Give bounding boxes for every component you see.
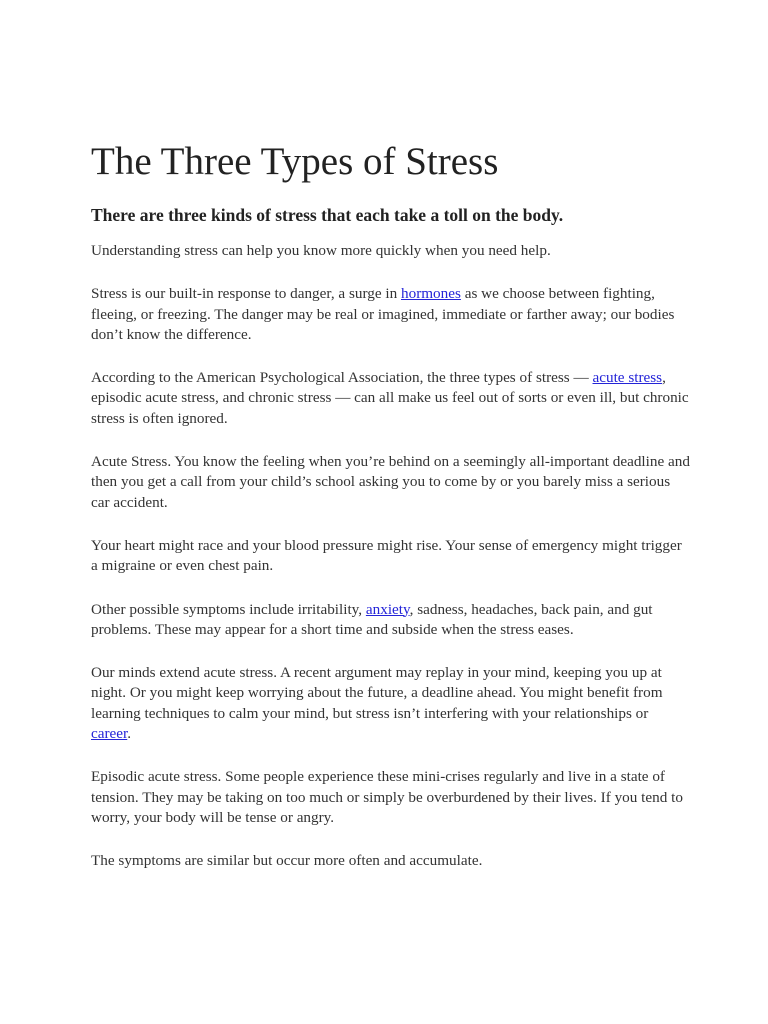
paragraph-episodic: Episodic acute stress. Some people experience these mini-crises regularly and live in a state of tension. They may be taking on too much or simply be overburdened by their lives. If you tend to worry, your body will be tense or angry. [91, 768, 683, 826]
hormones-link[interactable]: hormones [401, 285, 461, 303]
paragraph-types: According to the American Psychological Association, the three types of stress — acute stress, episodic acute stress, and chronic stress — can all make us feel out of sorts or even ill, but chronic stress is often ignored. [91, 369, 689, 427]
career-link[interactable]: career [91, 725, 128, 743]
paragraph-symptoms: Other possible symptoms include irritability, anxiety, sadness, headaches, back pain, and gut problems. These may appear for a short time and subside when the stress eases. [91, 600, 653, 638]
page-subtitle: There are three kinds of stress that each take a toll on the body. [91, 205, 564, 225]
paragraph-similar: The symptoms are similar but occur more often and accumulate. [91, 852, 483, 870]
anxiety-link[interactable]: anxiety [365, 600, 410, 618]
page-title: The Three Types of Stress [91, 140, 499, 183]
acute-stress-link[interactable]: acute stress [592, 369, 663, 387]
paragraph-minds: Our minds extend acute stress. A recent argument may replay in your mind, keeping you up at night. Or you might keep worrying about the future, a deadline ahead. You might benefit from learning techniques to calm your mind, but stress isn’t interfering with your relationships or career. [91, 664, 663, 743]
article [91, 138, 691, 872]
paragraph-intro: Understanding stress can help you know more quickly when you need help. [91, 242, 551, 259]
paragraph-acute-stress: Acute Stress. You know the feeling when you’re behind on a seemingly all-important deadline and then you get a call from your child’s school asking you to come by or you barely miss a serious car accident. [91, 453, 690, 511]
paragraph-heart: Your heart might race and your blood pressure might rise. Your sense of emergency might trigger a migraine or even chest pain. [91, 536, 682, 575]
paragraph-hormones: Stress is our built-in response to danger, a surge in hormones as we choose between fighting, fleeing, or freezing. The danger may be real or imagined, immediate or farther away; our bodies don’t know the difference. [91, 285, 675, 343]
